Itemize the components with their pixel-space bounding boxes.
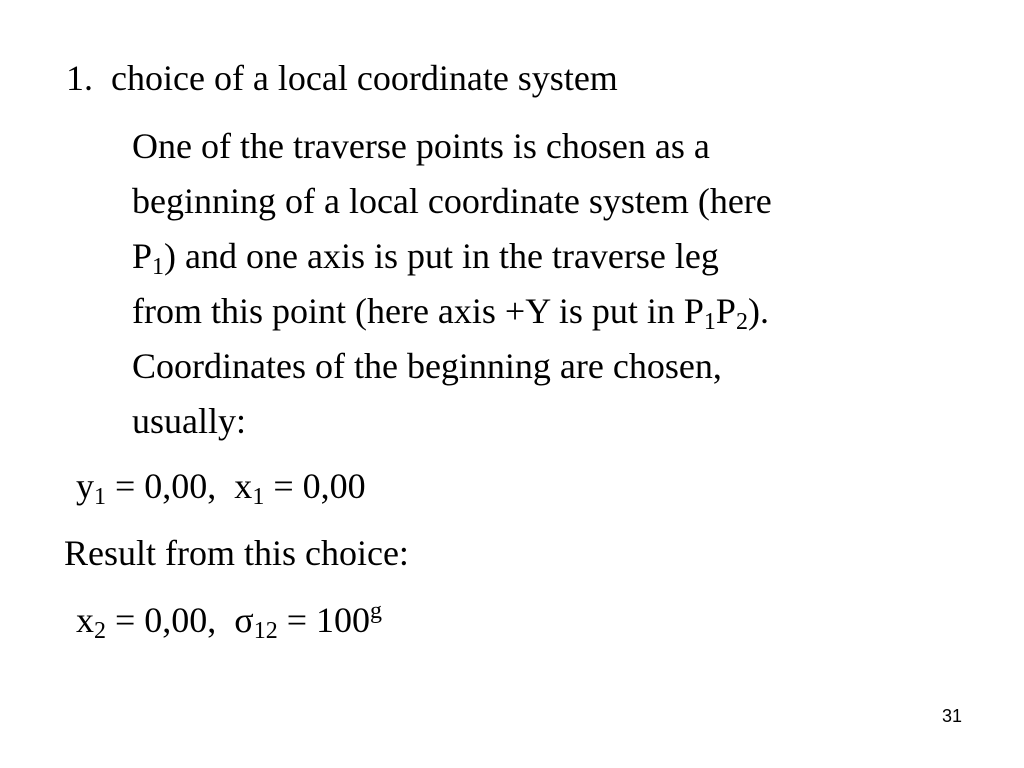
subscript: 1 xyxy=(703,309,716,335)
paragraph-line: Coordinates of the beginning are chosen, xyxy=(132,346,722,386)
result-label: Result from this choice: xyxy=(64,533,409,573)
heading-text: choice of a local coordinate system xyxy=(111,58,618,98)
heading xyxy=(66,58,618,98)
paragraph-line: from this point (here axis +Y is put in $P_1P_2$). xyxy=(132,291,769,335)
subscript: 2 xyxy=(735,309,748,335)
subscript: 1 xyxy=(152,254,165,280)
subscript: 1 xyxy=(252,484,265,510)
paragraph-line: usually: xyxy=(132,401,246,441)
paragraph-line: One of the traverse points is chosen as a xyxy=(132,126,710,166)
heading-number: 1. xyxy=(66,58,93,98)
subscript: 1 xyxy=(94,484,106,510)
paragraph-line: beginning of a local coordinate system (here xyxy=(132,181,772,221)
subscript: 2 xyxy=(94,618,106,644)
page-number: 31 xyxy=(941,706,962,726)
equation-result: $x_2 = 0,00$, $\sigma_{12} = 100^g$ xyxy=(76,598,383,644)
paragraph-line: $P_1$) and one axis is put in the traverse leg xyxy=(132,236,719,280)
superscript: g xyxy=(370,598,383,624)
equation-initial-coordinates: $y_1 = 0,00$, $x_1 = 0,00$ xyxy=(76,466,366,510)
subscript: 12 xyxy=(253,618,278,644)
